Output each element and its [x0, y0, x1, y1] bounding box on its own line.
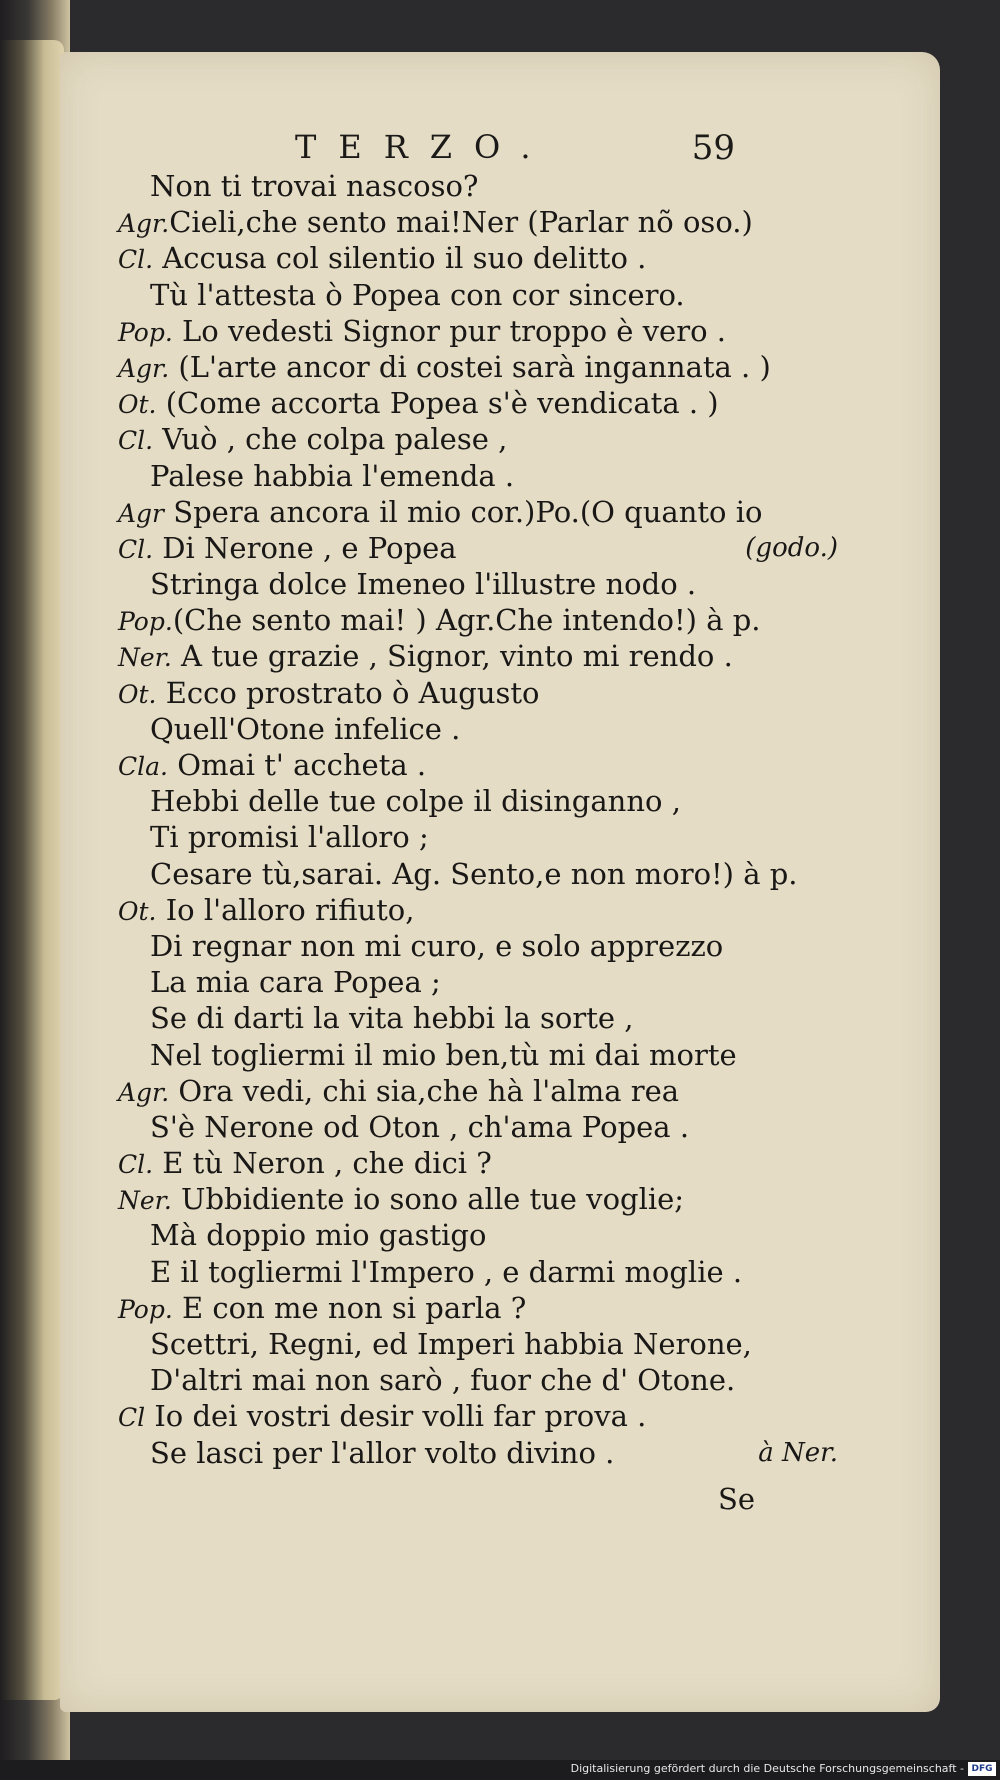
- verse-text: Cieli,che sento mai!Ner (Parlar nõ oso.): [169, 205, 753, 240]
- speaker-name: Cl.: [118, 1150, 154, 1180]
- verse-text: S'è Nerone od Oton , ch'ama Popea .: [150, 1109, 690, 1144]
- speaker-name: Ot.: [118, 390, 157, 420]
- verse-text: Di Nerone , e Popea: [153, 530, 457, 565]
- text-line: [118, 783, 818, 819]
- text-line: [118, 711, 818, 747]
- play-text-block: [118, 168, 838, 1471]
- verse-text: Cesare tù,sarai. Ag. Sento,e non moro!) à p.: [150, 856, 798, 891]
- verse-text: Nel togliermi il mio ben,tù mi dai morte: [150, 1037, 737, 1072]
- stage-aside: à Ner.: [758, 1437, 838, 1468]
- verse-text: Vuò , che colpa palese ,: [153, 422, 508, 457]
- running-title: TERZO.: [295, 128, 553, 166]
- verse-text: Ubbidiente io sono alle tue voglie;: [171, 1182, 685, 1217]
- text-line: [118, 566, 818, 602]
- text-line: [118, 1181, 818, 1217]
- verse-text: La mia cara Popea ;: [150, 965, 441, 1000]
- digitization-credit: Digitalisierung gefördert durch die Deutsche Forschungsgemeinschaft -: [570, 1762, 964, 1775]
- verse-text: Mà doppio mio gastigo: [150, 1218, 487, 1253]
- text-line: [118, 494, 818, 530]
- text-line: [118, 1073, 818, 1109]
- speaker-name: Cl.: [118, 426, 154, 456]
- text-line: [118, 1290, 818, 1326]
- speaker-name: Cl.: [118, 245, 154, 275]
- text-line: [118, 928, 818, 964]
- text-line: [118, 1326, 818, 1362]
- text-line: [118, 638, 818, 674]
- verse-text: Accusa col silentio il suo delitto .: [153, 241, 647, 276]
- text-line: [118, 1362, 818, 1398]
- verse-text: Se lasci per l'allor volto divino .: [150, 1435, 615, 1470]
- verse-text: (Come accorta Popea s'è vendicata . ): [156, 386, 719, 421]
- text-line: [118, 675, 818, 711]
- verse-text: (L'arte ancor di costei sarà ingannata . ): [169, 349, 771, 384]
- text-line: [118, 819, 818, 855]
- speaker-name: Ner.: [118, 1186, 172, 1216]
- page-number: 59: [691, 128, 735, 168]
- text-line: [118, 168, 818, 204]
- text-line: [118, 856, 818, 892]
- book-binding-edge: [0, 40, 64, 1700]
- text-line: [118, 892, 818, 928]
- verse-text: Non ti trovai nascoso?: [150, 169, 479, 203]
- speaker-name: Pop.: [118, 1294, 173, 1324]
- verse-text: Palese habbia l'emenda .: [150, 458, 515, 493]
- dfg-logo: DFG: [968, 1762, 996, 1776]
- text-line: [118, 1037, 818, 1073]
- text-line: [118, 458, 818, 494]
- catchword: Se: [718, 1482, 756, 1516]
- text-line: [118, 421, 818, 457]
- verse-text: Di regnar non mi curo, e solo apprezzo: [150, 928, 724, 963]
- text-line: [118, 277, 818, 313]
- speaker-name: Agr.: [118, 209, 170, 239]
- text-line: [118, 530, 838, 566]
- text-line: [118, 204, 818, 240]
- text-line: [118, 1398, 818, 1434]
- text-line: [118, 1145, 818, 1181]
- text-line: [118, 349, 818, 385]
- speaker-name: Cla.: [118, 752, 168, 781]
- speaker-name: Ot.: [118, 896, 157, 926]
- verse-text: Hebbi delle tue colpe il disinganno ,: [150, 784, 681, 819]
- text-line: [118, 313, 818, 349]
- verse-text: Se di darti la vita hebbi la sorte ,: [150, 1001, 634, 1036]
- text-line: [118, 747, 818, 783]
- speaker-name: Ner.: [118, 643, 172, 673]
- verse-text: (Che sento mai! ) Agr.Che intendo!) à p.: [172, 603, 761, 638]
- verse-text: Ecco prostrato ò Augusto: [156, 675, 540, 710]
- verse-text: Tù l'attesta ò Popea con cor sincero.: [150, 277, 685, 312]
- verse-text: E tù Neron , che dici ?: [153, 1146, 492, 1181]
- speaker-name: Agr.: [118, 1077, 170, 1107]
- text-line: [118, 1000, 818, 1036]
- text-line: [118, 602, 818, 638]
- verse-text: Quell'Otone infelice .: [150, 711, 461, 746]
- verse-text: A tue grazie , Signor, vinto mi rendo .: [171, 639, 733, 674]
- text-line: [118, 1109, 818, 1145]
- text-line: [118, 1254, 818, 1290]
- speaker-name: Agr: [118, 498, 165, 528]
- verse-text: Ora vedi, chi sia,che hà l'alma rea: [169, 1073, 680, 1108]
- text-line: [118, 1217, 818, 1253]
- speaker-name: Ot.: [118, 679, 157, 709]
- speaker-name: Pop.: [118, 607, 173, 637]
- speaker-name: Cl: [118, 1403, 146, 1433]
- verse-text: Spera ancora il mio cor.)Po.(O quanto io: [164, 494, 763, 529]
- verse-text: Io dei vostri desir volli far prova .: [145, 1399, 647, 1434]
- verse-text: D'altri mai non sarò , fuor che d' Otone.: [150, 1363, 736, 1398]
- verse-text: E il togliermi l'Impero , e darmi moglie .: [150, 1254, 743, 1289]
- verse-text: Ti promisi l'alloro ;: [150, 820, 429, 855]
- verse-text: Scettri, Regni, ed Imperi habbia Nerone,: [150, 1327, 752, 1361]
- text-line: [118, 385, 818, 421]
- speaker-name: Pop.: [118, 317, 173, 347]
- page-header: [295, 128, 755, 168]
- verse-text: Lo vedesti Signor pur troppo è vero .: [172, 313, 726, 348]
- stage-aside: (godo.): [745, 532, 838, 563]
- verse-text: Io l'alloro rifiuto,: [156, 892, 415, 927]
- speaker-name: Agr.: [118, 353, 170, 383]
- text-line: [118, 1435, 838, 1471]
- verse-text: Stringa dolce Imeneo l'illustre nodo .: [150, 567, 697, 602]
- verse-text: Omai t' accheta .: [167, 748, 427, 782]
- text-line: [118, 964, 818, 1000]
- speaker-name: Cl.: [118, 534, 154, 564]
- verse-text: E con me non si parla ?: [172, 1290, 527, 1325]
- text-line: [118, 240, 818, 276]
